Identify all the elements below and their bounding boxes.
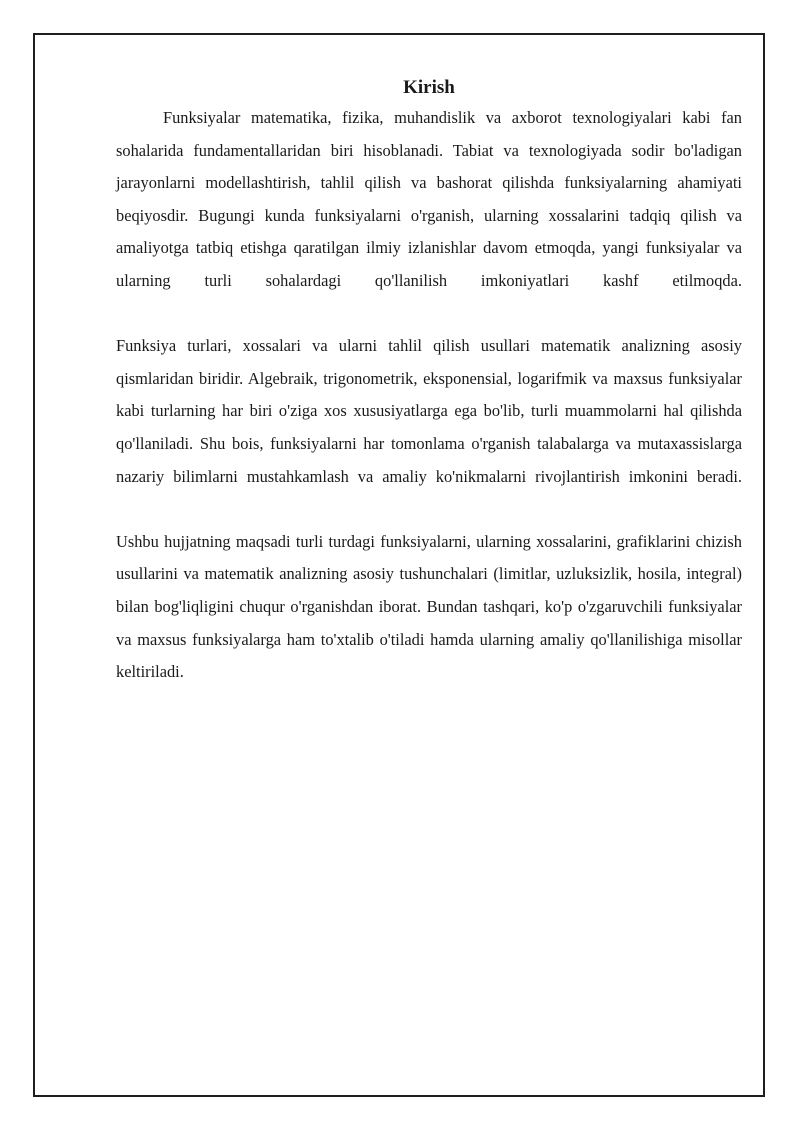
paragraph-spacer <box>116 493 742 526</box>
document-title: Kirish <box>403 77 455 98</box>
paragraph-spacer <box>116 298 742 331</box>
paragraph-purpose: Ushbu hujjatning maqsadi turli turdagi funksiyalarni, ularning xossalarini, grafiklarini chizish usullarini va matematik analizning asosiy tushunchalari (limitlar, uzluksizlik, hosila, integral) bilan bog'liqligini chuqur o'rganishdan iborat. Bundan tashqari, ko'p o'zgaruvchili funksiyalar va maxsus funksiyalarga ham to'xtalib o'tiladi hamda ularning amaliy qo'llanilishiga misollar keltiriladi. <box>116 531 742 682</box>
paragraph-function-types: Funksiya turlari, xossalari va ularni tahlil qilish usullari matematik analizning asosiy qismlaridan biridir. Algebraik, trigonometrik, eksponensial, logarifmik va maxsus funksiyalar kabi turlarning har biri o'ziga xos xususiyatlarga ega bo'lib, turli muammolarni hal qilishda qo'llaniladi. Shu bois, funksiyalarni har tomonlama o'rganish talabalarga va mutaxassislarga nazariy bilimlarni mustahkamlash va amaliy ko'nikmalarni rivojlantirish imkonini beradi. <box>116 336 742 486</box>
document-body <box>116 74 742 689</box>
paragraph-intro: Funksiyalar matematika, fizika, muhandislik va axborot texnologiyalari kabi fan sohalarida fundamentallaridan biri hisoblanadi. Tabiat va texnologiyada sodir bo'ladigan jarayonlarni modellashtirish, tahlil qilish va bashorat qilishda funksiyalarning ahamiyati beqiyosdir. Bugungi kunda funksiyalarni o'rganish, ularning xossalarini tadqiq qilish va amaliyotga tatbiq etishga qaratilgan ilmiy izlanishlar davom etmoqda, yangi funksiyalar va ularning turli sohalardagi qo'llanilish imkoniyatlari kashf etilmoqda. <box>116 108 742 290</box>
